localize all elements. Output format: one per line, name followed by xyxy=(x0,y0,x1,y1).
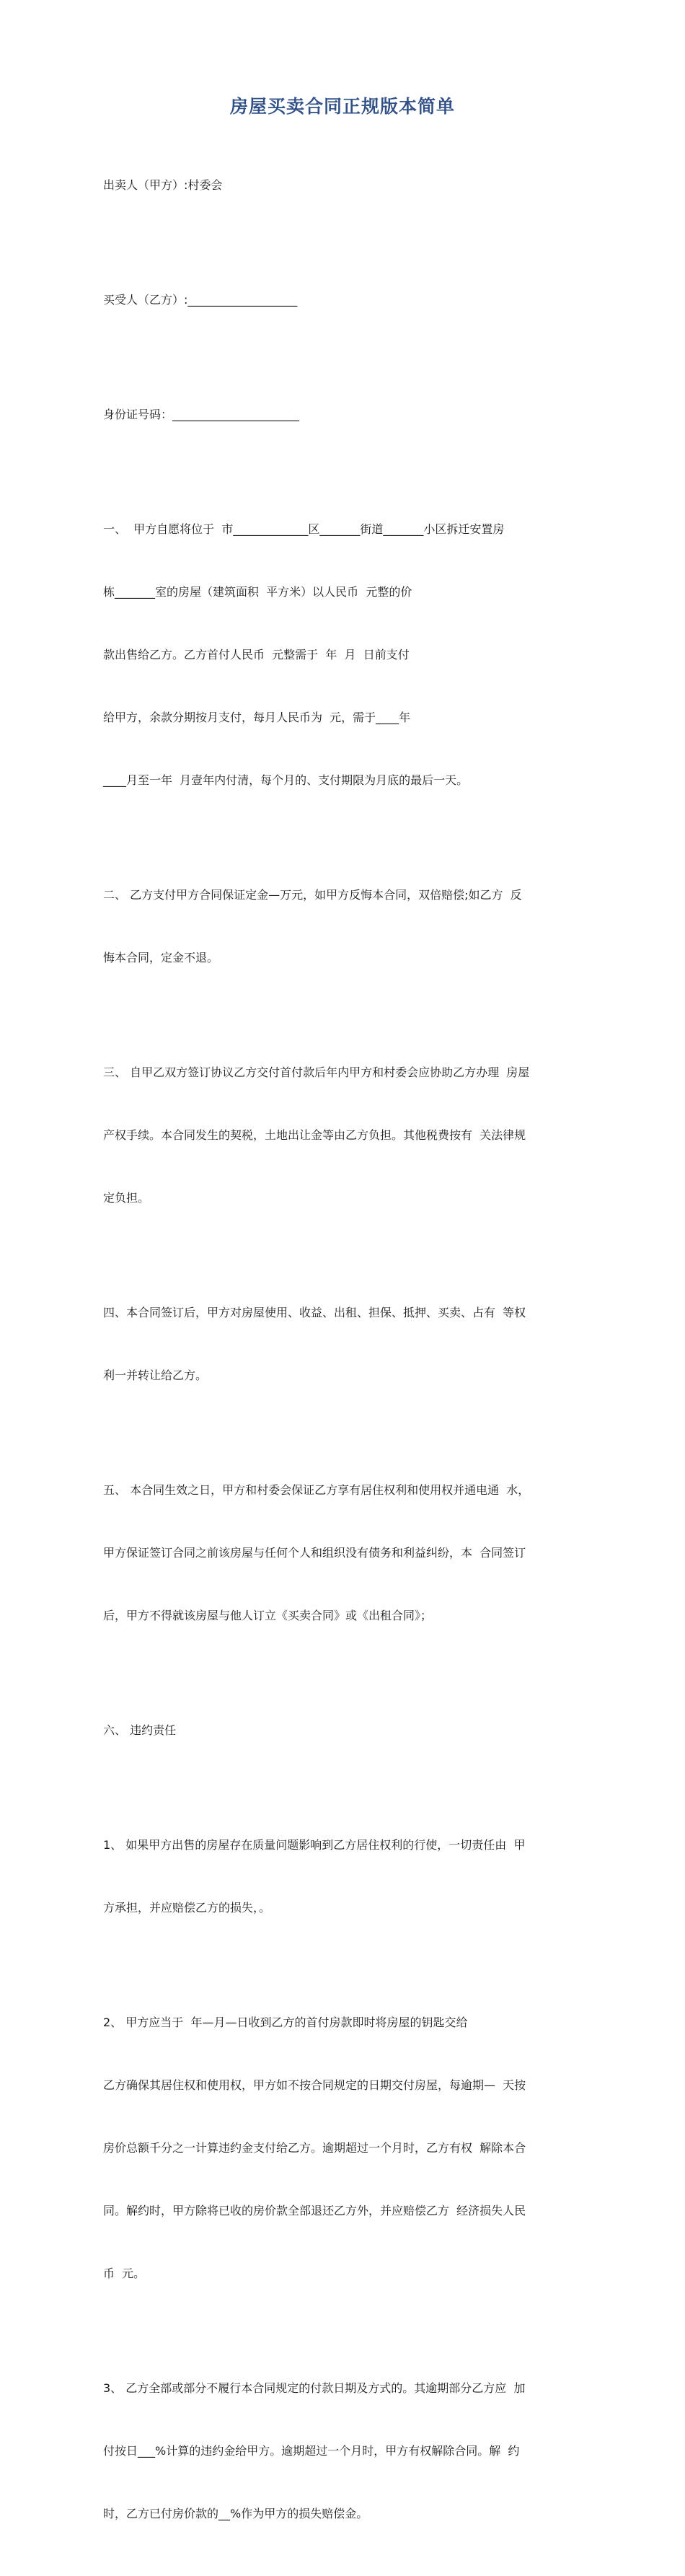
paragraph-id-number xyxy=(103,362,582,467)
text-line: 款出售给乙方。乙方首付人民币 元整需于 年 月 日前支付 xyxy=(103,648,410,661)
text-line: 出卖人（甲方）:村委会 xyxy=(103,178,223,192)
text-line: 后，甲方不得就该房屋与他人订立《买卖合同》或《出租合同》； xyxy=(103,1609,433,1622)
text-line: 买受人（乙方）:___________________ xyxy=(103,293,298,307)
text-line: ____月至一年 月壹年内付清，每个月的、支付期限为月底的最后一天。 xyxy=(103,773,469,787)
text-line: 乙方确保其居住权和使用权，甲方如不按合同规定的日期交付房屋，每逾期— 天按 xyxy=(103,2078,526,2092)
clause-6-heading xyxy=(103,1678,582,1782)
text-line: 身份证号码：______________________ xyxy=(103,408,300,421)
text-line: 三、 自甲乙双方签订协议乙方交付首付款后年内甲方和村委会应协助乙方办理 房屋 xyxy=(103,1065,530,1079)
text-line: 一、 甲方自愿将位于 市_____________区_______街道_______小区拆迁安置房 xyxy=(103,522,505,536)
document-body xyxy=(103,133,582,2576)
text-line: 栋_______室的房屋（建筑面积 平方米）以人民币 元整的价 xyxy=(103,585,412,599)
breach-item-3 xyxy=(103,2336,582,2566)
text-line: 3、 乙方全部或部分不履行本合同规定的付款日期及方式的。其逾期部分乙方应 加 xyxy=(103,2381,526,2395)
clause-5 xyxy=(103,1438,582,1668)
text-line: 1、 如果甲方出售的房屋存在质量问题影响到乙方居住权利的行使，一切责任由 甲 xyxy=(103,1838,526,1852)
text-line: 定负担。 xyxy=(103,1191,150,1205)
breach-item-2 xyxy=(103,1970,582,2326)
text-line: 币 元。 xyxy=(103,2267,146,2280)
text-line: 时，乙方已付房价款的__%作为甲方的损失赔偿金。 xyxy=(103,2507,368,2520)
text-line: 产权手续。本合同发生的契税，土地出让金等由乙方负担。其他税费按有 关法律规 xyxy=(103,1128,526,1142)
text-line: 六、 违约责任 xyxy=(103,1723,177,1737)
text-line: 同。解约时，甲方除将已收的房价款全部退还乙方外，并应赔偿乙方 经济损失人民 xyxy=(103,2204,526,2217)
text-line: 四、本合同签订后，甲方对房屋使用、收益、出租、担保、抵押、买卖、占有 等权 xyxy=(103,1306,526,1319)
text-line: 甲方保证签订合同之前该房屋与任何个人和组织没有债务和利益纠纷，本 合同签订 xyxy=(103,1546,526,1560)
text-line: 方承担，并应赔偿乙方的损失，。 xyxy=(103,1901,271,1915)
text-line: 五、 本合同生效之日，甲方和村委会保证乙方享有居住权利和使用权并通电通 水， xyxy=(103,1483,530,1497)
text-line: 利一并转让给乙方。 xyxy=(103,1368,208,1382)
text-line: 2、 甲方应当于 年—月—日收到乙方的首付房款即时将房屋的钥匙交给 xyxy=(103,2015,468,2029)
clause-2 xyxy=(103,843,582,1010)
paragraph-buyer xyxy=(103,247,582,352)
clause-4 xyxy=(103,1260,582,1428)
text-line: 给甲方，余款分期按月支付，每月人民币为 元，需于____年 xyxy=(103,711,411,724)
paragraph-seller xyxy=(103,133,582,237)
text-line: 二、 乙方支付甲方合同保证定金—万元，如甲方反悔本合同，双倍赔偿;如乙方 反 xyxy=(103,888,522,902)
text-line: 付按日___%计算的违约金给甲方。逾期超过一个月时，甲方有权解除合同。解 约 xyxy=(103,2444,520,2458)
clause-1 xyxy=(103,477,582,832)
text-line: 悔本合同，定金不退。 xyxy=(103,951,219,964)
breach-item-1 xyxy=(103,1793,582,1960)
clause-3 xyxy=(103,1020,582,1250)
text-line: 房价总额千分之一计算违约金支付给乙方。逾期超过一个月时，乙方有权 解除本合 xyxy=(103,2141,526,2155)
document-title: 房屋买卖合同正规版本简单 xyxy=(229,96,455,117)
